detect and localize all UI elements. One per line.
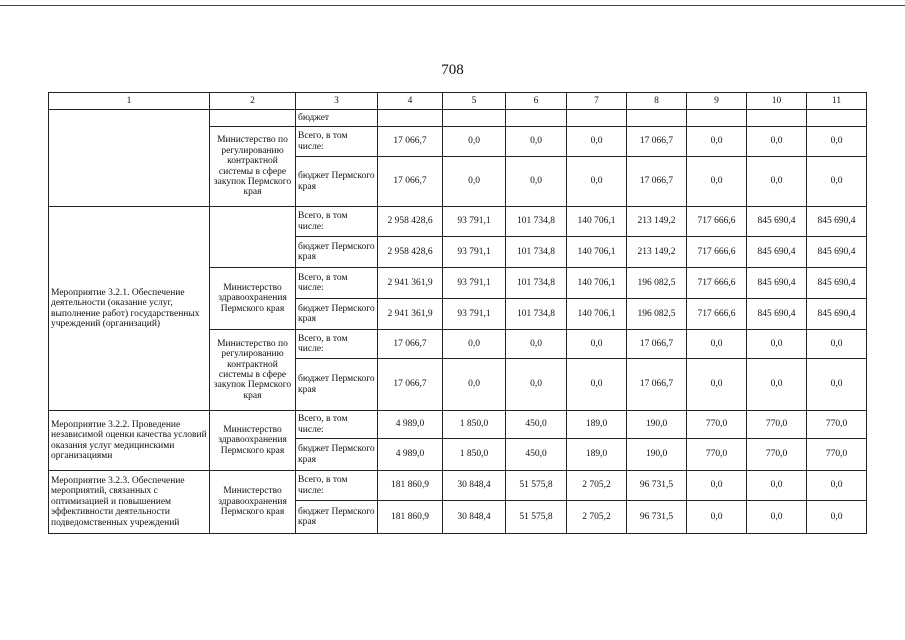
- value-cell: 93 791,1: [443, 237, 506, 268]
- value-cell: 0,0: [807, 330, 867, 359]
- value-cell: 190,0: [627, 439, 687, 471]
- source-label: Всего, в том числе:: [296, 268, 378, 299]
- org-name: Министерство по регулированию контрактной системы в сфере закупок Пермского края: [210, 330, 296, 411]
- org-name: Министерство по регулированию контрактной системы в сфере закупок Пермского края: [210, 127, 296, 207]
- source-label: бюджет: [296, 110, 378, 127]
- value-cell: 2 705,2: [567, 501, 627, 534]
- value-cell: 0,0: [747, 359, 807, 411]
- value-cell: 845 690,4: [807, 299, 867, 330]
- page-number: 708: [441, 62, 464, 78]
- table-row: [49, 411, 867, 439]
- value-cell: 2 958 428,6: [378, 237, 443, 268]
- value-cell: 4 989,0: [378, 411, 443, 439]
- value-cell: 0,0: [506, 330, 567, 359]
- source-label: бюджет Пермского края: [296, 299, 378, 330]
- value-cell: 770,0: [807, 439, 867, 471]
- value-cell: 845 690,4: [807, 268, 867, 299]
- value-cell: 0,0: [443, 127, 506, 157]
- value-cell: 17 066,7: [378, 157, 443, 207]
- value-cell: 450,0: [506, 439, 567, 471]
- activity-name: Мероприятие 3.2.2. Проведение независимой оценки качества условий оказания услуг медицинскими организациями: [49, 411, 210, 471]
- col-header: 1: [49, 93, 210, 110]
- activity-name: Мероприятие 3.2.3. Обеспечение мероприятий, связанных с оптимизацией и повышением эффективности деятельности подведомственных учреждений: [49, 471, 210, 534]
- value-cell: 0,0: [443, 330, 506, 359]
- activity-name: Мероприятие 3.2.1. Обеспечение деятельности (оказание услуг, выполнение работ) государственных учреждений (организаций): [49, 207, 210, 411]
- source-label: бюджет Пермского края: [296, 439, 378, 471]
- header-row: [49, 93, 867, 110]
- value-cell: 0,0: [747, 127, 807, 157]
- value-cell: 2 941 361,9: [378, 299, 443, 330]
- value-cell: 96 731,5: [627, 471, 687, 501]
- value-cell: 140 706,1: [567, 207, 627, 237]
- value-cell: 190,0: [627, 411, 687, 439]
- value-cell: 4 989,0: [378, 439, 443, 471]
- value-cell: 845 690,4: [747, 299, 807, 330]
- value-cell: 0,0: [807, 127, 867, 157]
- value-cell: 101 734,8: [506, 207, 567, 237]
- value-cell: 181 860,9: [378, 471, 443, 501]
- source-label: Всего, в том числе:: [296, 207, 378, 237]
- org-cell-empty: [210, 207, 296, 268]
- value-cell: 770,0: [687, 411, 747, 439]
- value-cell: 770,0: [687, 439, 747, 471]
- value-cell: 0,0: [443, 359, 506, 411]
- value-cell: 93 791,1: [443, 299, 506, 330]
- value-cell: 0,0: [687, 127, 747, 157]
- value-cell: 0,0: [807, 157, 867, 207]
- value-cell: 101 734,8: [506, 268, 567, 299]
- value-cell: 17 066,7: [378, 359, 443, 411]
- value-cell: 17 066,7: [627, 330, 687, 359]
- source-label: Всего, в том числе:: [296, 330, 378, 359]
- value-cell: 0,0: [807, 501, 867, 534]
- value-cell: 17 066,7: [627, 127, 687, 157]
- value-cell: 93 791,1: [443, 268, 506, 299]
- value-cell: 93 791,1: [443, 207, 506, 237]
- col-header: 2: [210, 93, 296, 110]
- value-cell: 96 731,5: [627, 501, 687, 534]
- source-label: Всего, в том числе:: [296, 471, 378, 501]
- value-cell: 770,0: [747, 439, 807, 471]
- value-cell: 196 082,5: [627, 268, 687, 299]
- value-cell: 0,0: [506, 127, 567, 157]
- value-cell: 0,0: [747, 471, 807, 501]
- value-cell: 717 666,6: [687, 237, 747, 268]
- value-cell: 1 850,0: [443, 439, 506, 471]
- source-label: Всего, в том числе:: [296, 127, 378, 157]
- value-cell: 0,0: [567, 157, 627, 207]
- value-cell: 2 941 361,9: [378, 268, 443, 299]
- value-cell: 0,0: [747, 157, 807, 207]
- value-cell: 717 666,6: [687, 207, 747, 237]
- value-cell: 196 082,5: [627, 299, 687, 330]
- value-cell: 140 706,1: [567, 268, 627, 299]
- value-cell: 717 666,6: [687, 299, 747, 330]
- col-header: 4: [378, 93, 443, 110]
- source-label: бюджет Пермского края: [296, 501, 378, 534]
- scan-top-edge: [0, 5, 905, 6]
- value-cell: 30 848,4: [443, 471, 506, 501]
- value-cell: 51 575,8: [506, 471, 567, 501]
- value-cell: 189,0: [567, 411, 627, 439]
- value-cell: 0,0: [567, 330, 627, 359]
- col-header: 10: [747, 93, 807, 110]
- value-cell: 717 666,6: [687, 268, 747, 299]
- value-cell: 101 734,8: [506, 237, 567, 268]
- org-cell-empty: [210, 110, 296, 127]
- source-label: бюджет Пермского края: [296, 359, 378, 411]
- table-row: [49, 207, 867, 237]
- value-cell: 0,0: [506, 157, 567, 207]
- value-cell: 2 705,2: [567, 471, 627, 501]
- table-row: [49, 471, 867, 501]
- source-label: Всего, в том числе:: [296, 411, 378, 439]
- value-cell: 845 690,4: [747, 237, 807, 268]
- value-cell: 845 690,4: [807, 237, 867, 268]
- value-cell: 17 066,7: [627, 157, 687, 207]
- value-cell: 0,0: [567, 127, 627, 157]
- value-cell: 0,0: [687, 501, 747, 534]
- value-cell: 30 848,4: [443, 501, 506, 534]
- value-cell: 213 149,2: [627, 207, 687, 237]
- value-cell: 845 690,4: [747, 268, 807, 299]
- value-cell: 0,0: [687, 330, 747, 359]
- activity-cell-empty: [49, 110, 210, 207]
- value-cell: 140 706,1: [567, 237, 627, 268]
- value-cell: 0,0: [687, 359, 747, 411]
- value-cell: 845 690,4: [807, 207, 867, 237]
- value-cell: 17 066,7: [378, 127, 443, 157]
- value-cell: 1 850,0: [443, 411, 506, 439]
- org-name: Министерство здравоохранения Пермского края: [210, 268, 296, 330]
- value-cell: 0,0: [807, 359, 867, 411]
- col-header: 8: [627, 93, 687, 110]
- col-header: 3: [296, 93, 378, 110]
- value-cell: 140 706,1: [567, 299, 627, 330]
- value-cell: 770,0: [807, 411, 867, 439]
- value-cell: 2 958 428,6: [378, 207, 443, 237]
- col-header: 7: [567, 93, 627, 110]
- budget-table: [48, 92, 867, 534]
- value-cell: 845 690,4: [747, 207, 807, 237]
- value-cell: 770,0: [747, 411, 807, 439]
- value-cell: 0,0: [747, 330, 807, 359]
- value-cell: 17 066,7: [378, 330, 443, 359]
- value-cell: 17 066,7: [627, 359, 687, 411]
- value-cell: 101 734,8: [506, 299, 567, 330]
- source-label: бюджет Пермского края: [296, 237, 378, 268]
- value-cell: 0,0: [747, 501, 807, 534]
- table-row: [49, 110, 867, 127]
- value-cell: 450,0: [506, 411, 567, 439]
- value-cell: 181 860,9: [378, 501, 443, 534]
- org-name: Министерство здравоохранения Пермского края: [210, 411, 296, 471]
- value-cell: 0,0: [807, 471, 867, 501]
- col-header: 9: [687, 93, 747, 110]
- org-name: Министерство здравоохранения Пермского края: [210, 471, 296, 534]
- value-cell: 213 149,2: [627, 237, 687, 268]
- value-cell: 0,0: [687, 157, 747, 207]
- source-label: бюджет Пермского края: [296, 157, 378, 207]
- value-cell: 0,0: [567, 359, 627, 411]
- value-cell: 0,0: [443, 157, 506, 207]
- col-header: 11: [807, 93, 867, 110]
- value-cell: 0,0: [687, 471, 747, 501]
- value-cell: 0,0: [506, 359, 567, 411]
- value-cell: 189,0: [567, 439, 627, 471]
- value-cell: 51 575,8: [506, 501, 567, 534]
- col-header: 5: [443, 93, 506, 110]
- col-header: 6: [506, 93, 567, 110]
